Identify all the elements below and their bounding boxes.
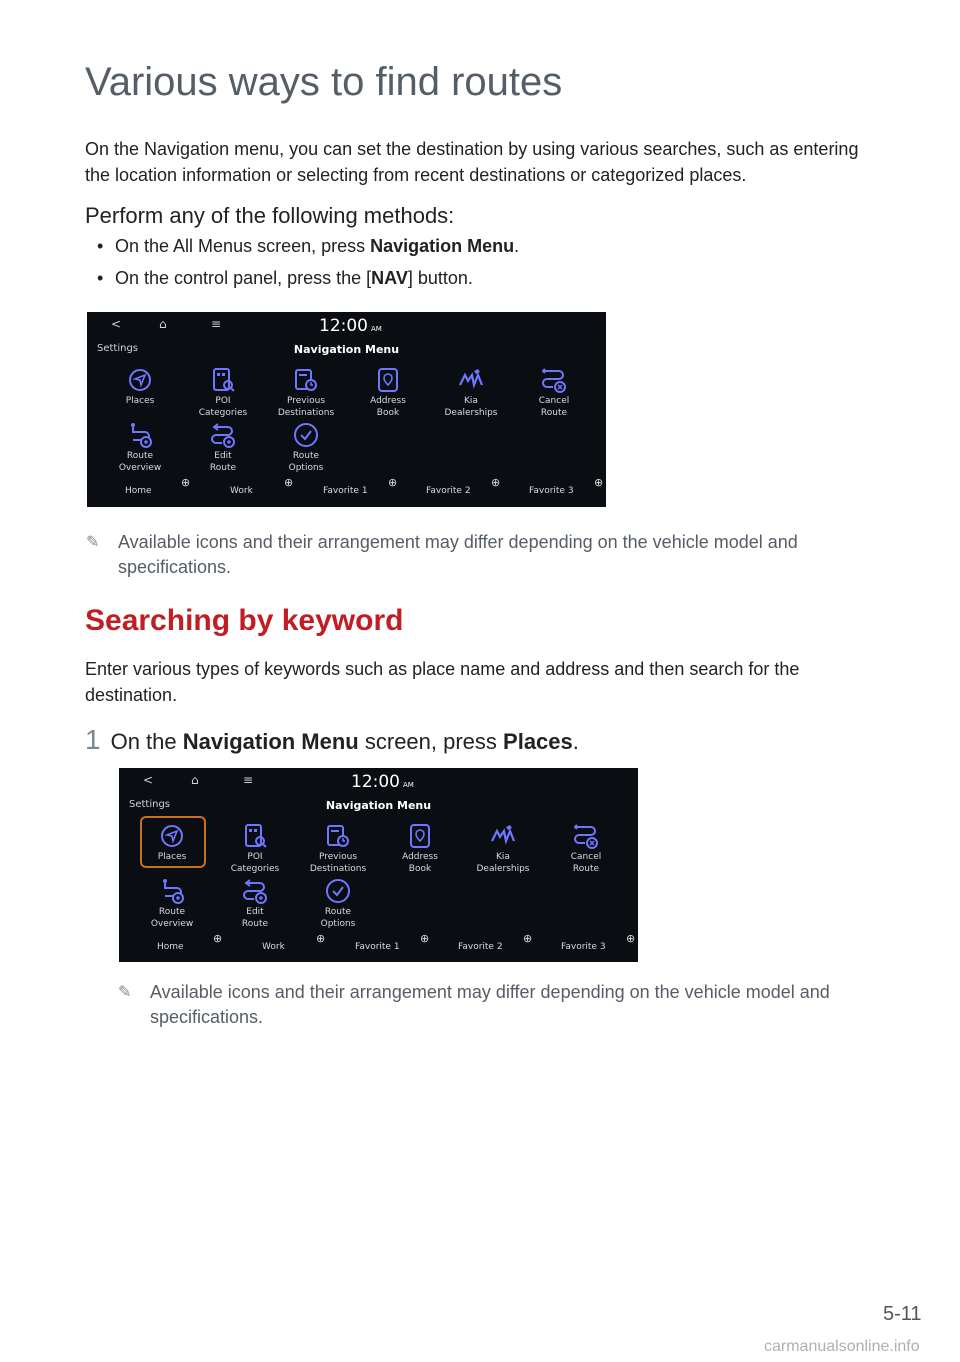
- tile-places[interactable]: [100, 367, 180, 407]
- step-1: 1 On the Navigation Menu screen, press Places.: [85, 724, 579, 755]
- add-favorite-icon[interactable]: ⊕: [523, 932, 533, 945]
- note-pencil-icon: ✎: [118, 984, 132, 1001]
- places-icon: [159, 823, 185, 849]
- tile-label: Kia Dealerships: [444, 396, 498, 418]
- back-icon[interactable]: <: [143, 773, 154, 787]
- settings-label[interactable]: Settings: [97, 343, 139, 354]
- bullet-control-panel: • On the control panel, press the [NAV] button.: [97, 268, 473, 288]
- tile-route-options[interactable]: [298, 878, 378, 930]
- page-title: Various ways to find routes: [85, 60, 563, 104]
- menu-icon[interactable]: ≡: [243, 773, 254, 787]
- tile-route-overview[interactable]: [100, 422, 180, 474]
- favorite-work[interactable]: Work: [262, 942, 285, 952]
- favorite-favorite-3[interactable]: Favorite 3: [561, 942, 606, 952]
- places-icon: [127, 367, 153, 393]
- tile-poi-categories[interactable]: [215, 823, 295, 875]
- previous-destinations-icon: [293, 367, 319, 393]
- favorite-work[interactable]: Work: [230, 486, 253, 496]
- tile-address-book[interactable]: [380, 823, 460, 875]
- favorite-favorite-2[interactable]: Favorite 2: [426, 486, 471, 496]
- add-favorite-icon[interactable]: ⊕: [284, 476, 294, 489]
- tile-label: Edit Route: [241, 907, 269, 929]
- tile-edit-route[interactable]: [183, 422, 263, 474]
- bullet-dot-icon: •: [97, 236, 104, 256]
- route-overview-icon: [127, 422, 153, 448]
- add-favorite-icon[interactable]: ⊕: [491, 476, 501, 489]
- screen-title: Navigation Menu: [325, 799, 432, 812]
- tile-label: Route Options: [288, 451, 324, 473]
- bullet-all-menus: • On the All Menus screen, press Navigation Menu.: [97, 236, 520, 256]
- tile-label: Address Book: [370, 396, 406, 418]
- tile-label: Kia Dealerships: [476, 852, 530, 874]
- tile-label: POI Categories: [198, 396, 248, 418]
- tile-label: POI Categories: [230, 852, 280, 874]
- tile-cancel-route[interactable]: [546, 823, 626, 875]
- add-favorite-icon[interactable]: ⊕: [181, 476, 191, 489]
- watermark: carmanualsonline.info: [764, 1338, 920, 1355]
- tile-address-book[interactable]: [348, 367, 428, 419]
- navigation-menu-screenshot: [87, 312, 606, 507]
- note-pencil-icon: ✎: [86, 534, 100, 551]
- add-favorite-icon[interactable]: ⊕: [213, 932, 223, 945]
- navigation-menu-screenshot-places: [119, 768, 638, 962]
- tile-label: Route Overview: [150, 907, 194, 929]
- section-heading: Searching by keyword: [85, 604, 404, 637]
- address-book-icon: [407, 823, 433, 849]
- route-options-icon: [293, 422, 319, 448]
- tile-label: Cancel Route: [570, 852, 602, 874]
- tile-label: Address Book: [402, 852, 438, 874]
- tile-previous-destinations[interactable]: [266, 367, 346, 419]
- page-number: 5-11: [883, 1303, 922, 1325]
- tile-label: Cancel Route: [538, 396, 570, 418]
- address-book-icon: [375, 367, 401, 393]
- add-favorite-icon[interactable]: ⊕: [420, 932, 430, 945]
- edit-route-icon: [242, 878, 268, 904]
- intro-paragraph: On the Navigation menu, you can set the destination by using various searches, such as entering the location information or selecting from recent destinations or categorized places.: [85, 139, 859, 185]
- tile-kia-logo[interactable]: [463, 823, 543, 875]
- favorite-favorite-3[interactable]: Favorite 3: [529, 486, 574, 496]
- tile-previous-destinations[interactable]: [298, 823, 378, 875]
- clock: 12:00 AM: [351, 772, 414, 792]
- favorite-favorite-1[interactable]: Favorite 1: [355, 942, 400, 952]
- back-icon[interactable]: <: [111, 317, 122, 331]
- kia-logo-icon: [490, 823, 516, 849]
- favorite-home[interactable]: Home: [125, 486, 152, 496]
- tile-places[interactable]: [132, 823, 212, 863]
- add-favorite-icon[interactable]: ⊕: [388, 476, 398, 489]
- cancel-route-icon: [541, 367, 567, 393]
- tile-poi-categories[interactable]: [183, 367, 263, 419]
- tile-label: Places: [157, 852, 187, 862]
- settings-label[interactable]: Settings: [129, 799, 171, 810]
- add-favorite-icon[interactable]: ⊕: [594, 476, 604, 489]
- section-paragraph: Enter various types of keywords such as place name and address and then search for the destination.: [85, 659, 800, 705]
- favorite-home[interactable]: Home: [157, 942, 184, 952]
- cancel-route-icon: [573, 823, 599, 849]
- add-favorite-icon[interactable]: ⊕: [316, 932, 326, 945]
- tile-label: Route Options: [320, 907, 356, 929]
- home-icon[interactable]: ⌂: [191, 773, 199, 787]
- add-favorite-icon[interactable]: ⊕: [626, 932, 636, 945]
- route-options-icon: [325, 878, 351, 904]
- clock: 12:00 AM: [319, 316, 382, 336]
- screen-title: Navigation Menu: [293, 343, 400, 356]
- tile-label: Edit Route: [209, 451, 237, 473]
- bullet-dot-icon: •: [97, 268, 104, 288]
- kia-logo-icon: [458, 367, 484, 393]
- favorite-favorite-1[interactable]: Favorite 1: [323, 486, 368, 496]
- tile-label: Previous Destinations: [309, 852, 367, 874]
- methods-heading: Perform any of the following methods:: [85, 203, 455, 228]
- menu-icon[interactable]: ≡: [211, 317, 222, 331]
- tile-route-options[interactable]: [266, 422, 346, 474]
- edit-route-icon: [210, 422, 236, 448]
- poi-categories-icon: [210, 367, 236, 393]
- poi-categories-icon: [242, 823, 268, 849]
- route-overview-icon: [159, 878, 185, 904]
- tile-edit-route[interactable]: [215, 878, 295, 930]
- tile-label: Places: [125, 396, 155, 406]
- tile-label: Previous Destinations: [277, 396, 335, 418]
- tile-route-overview[interactable]: [132, 878, 212, 930]
- tile-label: Route Overview: [118, 451, 162, 473]
- tile-cancel-route[interactable]: [514, 367, 594, 419]
- home-icon[interactable]: ⌂: [159, 317, 167, 331]
- previous-destinations-icon: [325, 823, 351, 849]
- tile-kia-logo[interactable]: [431, 367, 511, 419]
- favorite-favorite-2[interactable]: Favorite 2: [458, 942, 503, 952]
